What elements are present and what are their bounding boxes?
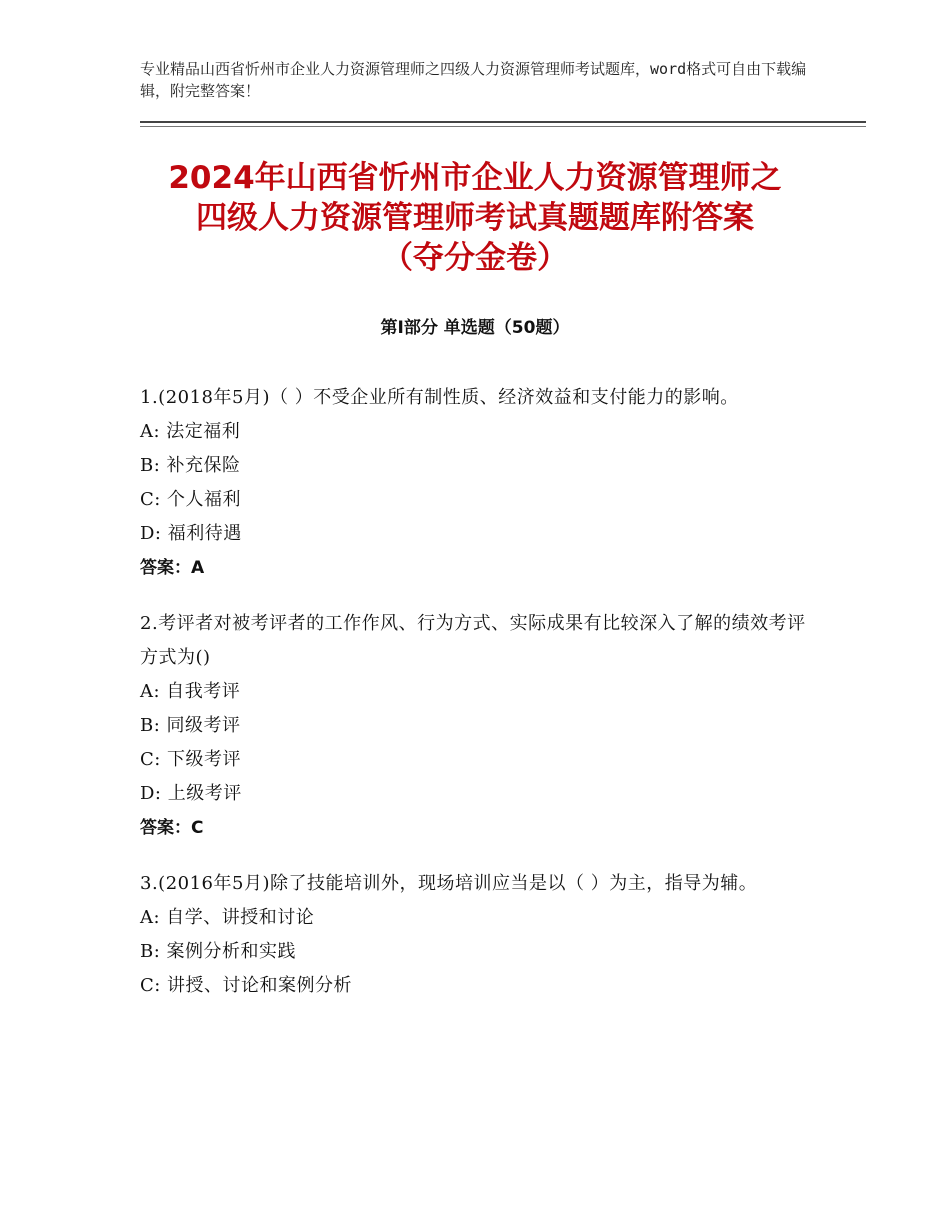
option-b: B: 补充保险	[140, 455, 241, 476]
header-divider-thick	[140, 121, 866, 123]
question-stem: 2.考评者对被考评者的工作作风、行为方式、实际成果有比较深入了解的绩效考评方式为()	[140, 613, 806, 668]
answer-key: 答案：A	[140, 558, 205, 578]
title-line-3: （夺分金卷）	[382, 240, 568, 276]
option-b: B: 案例分析和实践	[140, 941, 297, 962]
option-a: A: 法定福利	[140, 421, 241, 442]
question-3	[140, 867, 810, 1003]
title-line-1: 2024年山西省忻州市企业人力资源管理师之	[168, 160, 782, 196]
question-2	[140, 607, 810, 845]
question-list	[140, 381, 810, 1025]
option-d: D: 福利待遇	[140, 523, 242, 544]
header-note: 专业精品山西省忻州市企业人力资源管理师之四级人力资源管理师考试题库，word格式可自由下载编辑，附完整答案！	[140, 60, 807, 100]
option-c: C: 个人福利	[140, 489, 242, 510]
question-stem: 3.(2016年5月)除了技能培训外，现场培训应当是以（ ）为主，指导为辅。	[140, 873, 758, 894]
section-heading: 第Ⅰ部分 单选题（50题）	[380, 318, 570, 338]
option-a: A: 自学、讲授和讨论	[140, 907, 315, 928]
document-title	[100, 158, 850, 278]
option-b: B: 同级考评	[140, 715, 241, 736]
title-line-2: 四级人力资源管理师考试真题题库附答案	[196, 200, 754, 236]
question-stem: 1.(2018年5月)（ ）不受企业所有制性质、经济效益和支付能力的影响。	[140, 387, 739, 408]
option-c: C: 下级考评	[140, 749, 242, 770]
option-a: A: 自我考评	[140, 681, 241, 702]
header-divider-thin	[140, 126, 866, 127]
option-c: C: 讲授、讨论和案例分析	[140, 975, 353, 996]
question-1	[140, 381, 810, 585]
answer-key: 答案：C	[140, 818, 204, 838]
option-d: D: 上级考评	[140, 783, 242, 804]
